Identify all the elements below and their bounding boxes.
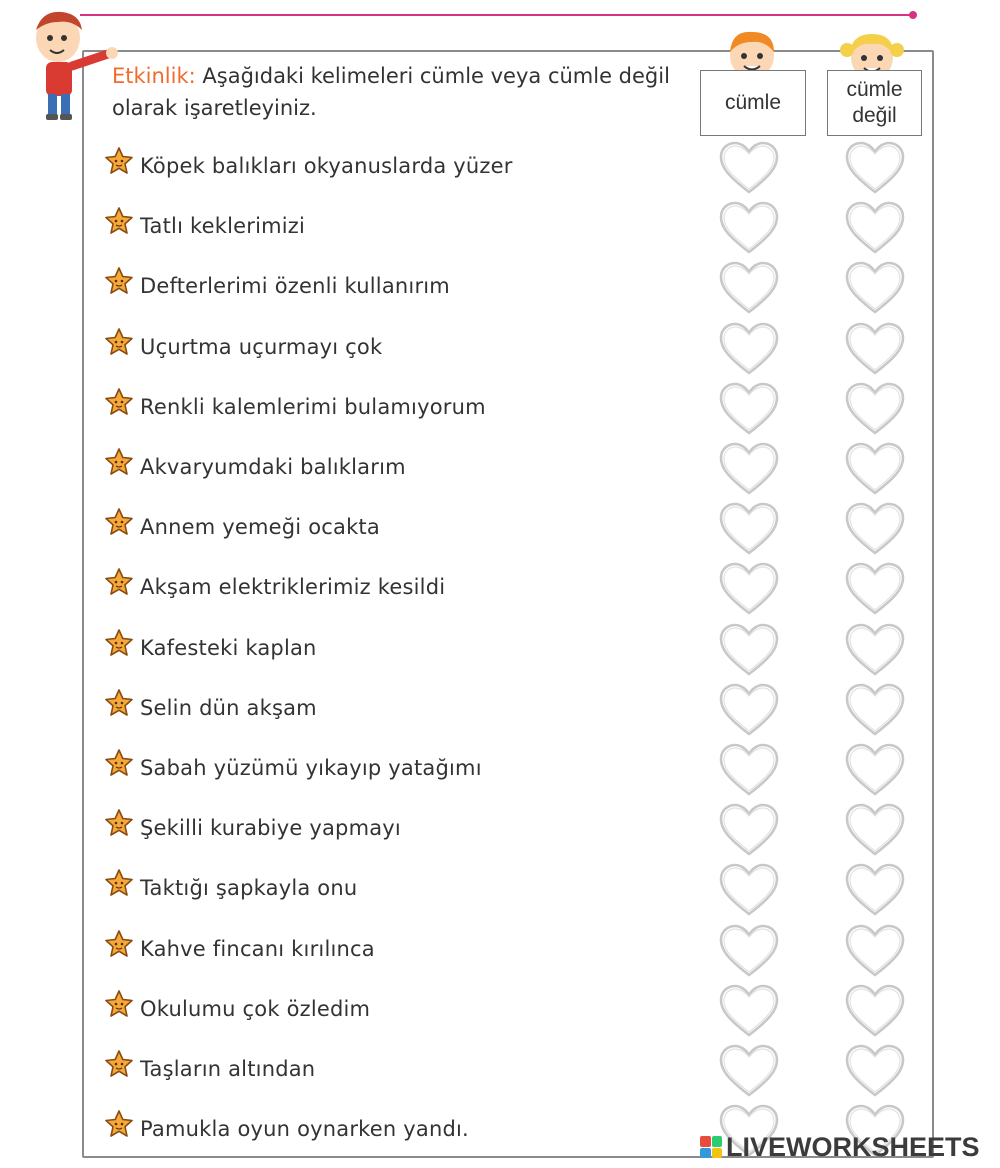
heart-icon-cumle-degil[interactable] [844,561,906,617]
instruction-label: Etkinlik: [112,64,196,88]
item-text: Şekilli kurabiye yapmayı [140,816,401,840]
heart-icon-cumle-degil[interactable] [844,140,906,196]
item-text: Okulumu çok özledim [140,997,371,1021]
heart-icon-cumle-degil[interactable] [844,441,906,497]
heart-icon-cumle[interactable] [718,441,780,497]
star-icon [104,628,134,658]
item-text: Akvaryumdaki balıklarım [140,455,406,479]
heart-icon-cumle[interactable] [718,802,780,858]
item-text: Tatlı keklerimizi [140,214,306,238]
star-icon [104,1109,134,1139]
item-row [104,929,704,969]
heart-icon-cumle-degil[interactable] [844,260,906,316]
star-icon [104,1049,134,1079]
column-header-cumle-degil [827,70,922,136]
column-header-cumle [700,70,806,136]
item-text: Kafesteki kaplan [140,636,317,660]
item-row [104,989,704,1029]
item-row [104,748,704,788]
instruction-body: Aşağıdaki kelimeleri cümle veya cümle değil olarak işaretleyiniz. [112,64,670,120]
item-text: Taşların altından [140,1057,316,1081]
heart-icon-cumle-degil[interactable] [844,321,906,377]
item-row [104,868,704,908]
top-divider-dot [909,11,917,19]
heart-icon-cumle-degil[interactable] [844,862,906,918]
heart-icon-cumle-degil[interactable] [844,501,906,557]
heart-icon-cumle-degil[interactable] [844,381,906,437]
item-row [104,1049,704,1089]
heart-icon-cumle[interactable] [718,140,780,196]
item-text: Uçurtma uçurmayı çok [140,335,383,359]
item-text: Pamukla oyun oynarken yandı. [140,1117,469,1141]
heart-icon-cumle-degil[interactable] [844,923,906,979]
column-header-cumle-degil-label: cümle değil [846,78,903,127]
heart-icon-cumle[interactable] [718,260,780,316]
heart-icon-cumle-degil[interactable] [844,200,906,256]
star-icon [104,868,134,898]
star-icon [104,929,134,959]
heart-icon-cumle[interactable] [718,862,780,918]
item-row [104,507,704,547]
item-row [104,206,704,246]
item-row [104,567,704,607]
star-icon [104,808,134,838]
heart-icon-cumle-degil[interactable] [844,983,906,1039]
heart-icon-cumle[interactable] [718,983,780,1039]
top-divider-line [80,14,912,16]
item-text: Selin dün akşam [140,696,317,720]
item-row [104,628,704,668]
heart-icon-cumle[interactable] [718,622,780,678]
item-row [104,688,704,728]
heart-icon-cumle-degil[interactable] [844,622,906,678]
star-icon [104,146,134,176]
star-icon [104,387,134,417]
boy-character-icon [28,8,123,123]
item-text: Annem yemeği ocakta [140,515,380,539]
item-row [104,266,704,306]
brand-name: LIVEWORKSHEETS [726,1131,980,1162]
star-icon [104,567,134,597]
item-text: Renkli kalemlerimi bulamıyorum [140,395,486,419]
heart-icon-cumle-degil[interactable] [844,802,906,858]
star-icon [104,327,134,357]
item-text: Sabah yüzümü yıkayıp yatağımı [140,756,482,780]
item-row [104,387,704,427]
heart-icon-cumle[interactable] [718,923,780,979]
item-text: Akşam elektriklerimiz kesildi [140,575,446,599]
heart-icon-cumle[interactable] [718,682,780,738]
item-row [104,327,704,367]
heart-icon-cumle-degil[interactable] [844,742,906,798]
instruction-text [112,60,702,124]
item-row [104,146,704,186]
item-text: Kahve fincanı kırılınca [140,937,375,961]
heart-icon-cumle-degil[interactable] [844,1043,906,1099]
heart-icon-cumle[interactable] [718,501,780,557]
heart-icon-cumle[interactable] [718,200,780,256]
liveworksheets-logo-icon [700,1136,722,1158]
item-row [104,447,704,487]
star-icon [104,206,134,236]
star-icon [104,507,134,537]
heart-icon-cumle[interactable] [718,1043,780,1099]
star-icon [104,266,134,296]
item-row [104,808,704,848]
star-icon [104,688,134,718]
star-icon [104,748,134,778]
item-row [104,1109,704,1149]
heart-icon-cumle[interactable] [718,742,780,798]
star-icon [104,989,134,1019]
brand-watermark [700,1132,980,1162]
item-text: Köpek balıkları okyanuslarda yüzer [140,154,513,178]
column-header-cumle-label: cümle [724,91,782,114]
item-text: Defterlerimi özenli kullanırım [140,274,450,298]
heart-icon-cumle[interactable] [718,321,780,377]
star-icon [104,447,134,477]
heart-icon-cumle[interactable] [718,561,780,617]
heart-icon-cumle[interactable] [718,381,780,437]
heart-icon-cumle-degil[interactable] [844,682,906,738]
item-text: Taktığı şapkayla onu [140,876,358,900]
